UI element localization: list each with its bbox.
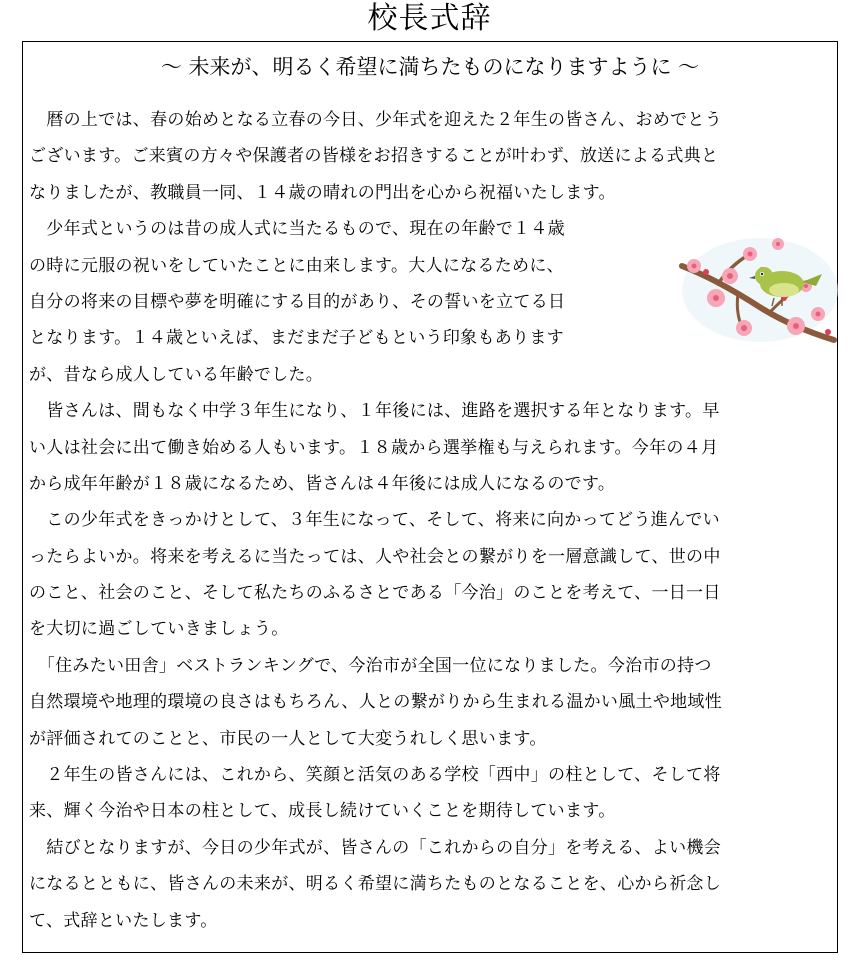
speech-subtitle: ～ 未来が、明るく希望に満ちたものになりますように ～ (160, 55, 700, 79)
body-line: 少年式というのは昔の成人式に当たるもので、現在の年齢で１４歳 (29, 219, 565, 240)
body-line: て、式辞といたします。 (29, 910, 218, 931)
body-line: なりましたが、教職員一同、１４歳の晴れの門出を心から祝福いたします。 (29, 182, 616, 203)
body-line: 結びとなりますが、今日の少年式が、皆さんの「これからの自分」を考える、よい機会 (29, 837, 721, 858)
body-line: から成年年齢が１８歳になるため、皆さんは４年後には成人になるのです。 (29, 473, 616, 494)
body-line: を大切に過ごしていきましょう。 (29, 619, 289, 640)
page-title: 校長式辞 (367, 1, 492, 36)
body-line: この少年式をきっかけとして、３年生になって、そして、将来に向かってどう進んでい (29, 510, 720, 531)
speech-frame (22, 41, 838, 953)
body-line: になるとともに、皆さんの未来が、明るく希望に満ちたものとなることを、心から祈念し (29, 874, 721, 895)
plum-blossom-bird-icon (678, 228, 838, 346)
body-line: 自分の将来の目標や夢を明確にする目的があり、その誓いを立てる日 (29, 291, 566, 312)
body-line: 皆さんは、間もなく中学３年生になり、１年後には、進路を選択する年となります。早 (29, 401, 720, 422)
body-line: となります。１４歳といえば、まだまだ子どもという印象もあります (29, 328, 564, 349)
body-line: の時に元服の祝いをしていたことに由来します。大人になるために、 (29, 255, 564, 276)
body-line: が、昔なら成人している年齢でした。 (29, 364, 324, 385)
body-line: 暦の上では、春の始めとなる立春の今日、少年式を迎えた２年生の皆さん、おめでとう (29, 110, 723, 130)
body-line: ございます。ご来賓の方々や保護者の皆様をお招きすることが叶わず、放送による式典と (29, 146, 719, 167)
body-line: 自然環境や地理的環境の良さはもちろん、人との繋がりから生まれる温かい風土や地域性 (29, 692, 723, 713)
body-line: のこと、社会のこと、そして私たちのふるさとである「今治」のことを考えて、一日一日 (29, 583, 721, 604)
body-line: 来、輝く今治や日本の柱として、成長し続けていくことを期待しています。 (29, 801, 616, 822)
body-line: い人は社会に出て働き始める人もいます。１８歳から選挙権も与えられます。今年の４月 (29, 437, 719, 458)
body-line: ２年生の皆さんには、これから、笑顔と活気のある学校「西中」の柱として、そして将 (29, 765, 721, 786)
body-line: 「住みたい田舎」ベストランキングで、今治市が全国一位になりました。今治市の持つ (29, 655, 712, 676)
body-line: ったらよいか。将来を考えるに当たっては、人や社会との繋がりを一層意識して、世の中 (29, 546, 721, 567)
body-line: が評価されてのことと、市民の一人として大変うれしく思います。 (29, 728, 547, 749)
